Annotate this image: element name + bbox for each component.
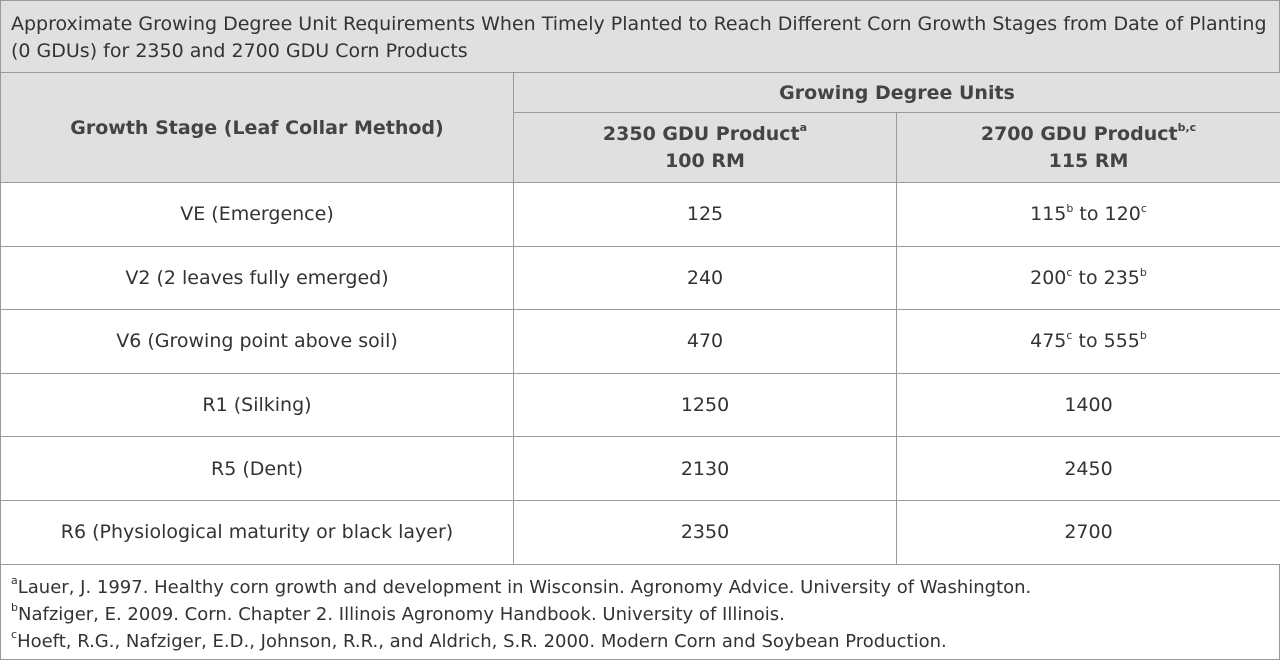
range-high: 555 — [1103, 330, 1140, 353]
range-high: 235 — [1103, 266, 1140, 289]
header-2350-gdu-product — [514, 113, 897, 183]
footnote-mark: b — [1139, 329, 1147, 343]
cell-stage: R5 (Dent) — [1, 437, 514, 501]
cell-gdu-2700: 2450 — [897, 437, 1280, 501]
footnote-mark: a — [11, 574, 18, 587]
header-growth-stage: Growth Stage (Leaf Collar Method) — [1, 73, 514, 183]
table-body — [1, 183, 1280, 565]
range-low: 200 — [1030, 266, 1067, 289]
header-2350-rm: 100 RM — [665, 149, 745, 172]
table-caption: Approximate Growing Degree Unit Requirements When Timely Planted to Reach Different Corn Growth Stages from Date of Planting (0 GDUs) for 2350 and 2700 GDU Corn Products — [0, 0, 1280, 72]
range-sep: to — [1078, 330, 1098, 353]
range-high: 120 — [1104, 203, 1141, 226]
range-sep: to — [1079, 203, 1099, 226]
cell-gdu-2350: 2350 — [514, 500, 897, 564]
footnote-mark: c — [1066, 329, 1073, 343]
gdu-table — [0, 72, 1280, 565]
header-2700-gdu-product — [897, 113, 1280, 183]
range-low: 475 — [1030, 330, 1067, 353]
footnote-text: Hoeft, R.G., Nafziger, E.D., Johnson, R.R., and Aldrich, S.R. 2000. Modern Corn and Soybean Production. — [17, 631, 947, 652]
table-row — [1, 183, 1280, 247]
cell-gdu-2350: 1250 — [514, 373, 897, 437]
range-sep: to — [1078, 266, 1098, 289]
table-row — [1, 310, 1280, 374]
footnote-mark: b,c — [1177, 121, 1197, 135]
footnote-text: Lauer, J. 1997. Healthy corn growth and development in Wisconsin. Agronomy Advice. University of Washington. — [17, 577, 1032, 598]
footnote — [11, 574, 1269, 601]
cell-stage: R6 (Physiological maturity or black layer) — [1, 500, 514, 564]
cell-gdu-2700 — [897, 183, 1280, 247]
footnotes — [0, 564, 1280, 660]
table-row — [1, 246, 1280, 310]
cell-gdu-2350: 240 — [514, 246, 897, 310]
cell-stage: R1 (Silking) — [1, 373, 514, 437]
footnote-mark: c — [11, 628, 18, 641]
footnote — [11, 601, 1269, 628]
footnote — [11, 628, 1269, 655]
cell-gdu-2350: 2130 — [514, 437, 897, 501]
footnote-mark: a — [799, 121, 808, 135]
table-header — [1, 73, 1280, 183]
header-2350-name: 2350 GDU Product — [602, 122, 800, 145]
range-low: 115 — [1030, 203, 1067, 226]
header-growing-degree-units: Growing Degree Units — [514, 73, 1280, 113]
cell-stage: V2 (2 leaves fully emerged) — [1, 246, 514, 310]
header-2700-rm: 115 RM — [1048, 149, 1129, 172]
table-row — [1, 373, 1280, 437]
footnote-mark: b — [11, 601, 18, 614]
footnote-mark: c — [1140, 201, 1147, 215]
cell-gdu-2350: 470 — [514, 310, 897, 374]
footnote-text: Nafziger, E. 2009. Corn. Chapter 2. Illinois Agronomy Handbook. University of Illinois. — [17, 604, 785, 625]
footnote-mark: c — [1066, 265, 1073, 279]
cell-gdu-2700: 1400 — [897, 373, 1280, 437]
footnote-mark: b — [1066, 201, 1074, 215]
cell-stage: VE (Emergence) — [1, 183, 514, 247]
cell-gdu-2700 — [897, 246, 1280, 310]
header-2700-name: 2700 GDU Product — [980, 122, 1178, 145]
cell-stage: V6 (Growing point above soil) — [1, 310, 514, 374]
table-row — [1, 500, 1280, 564]
cell-gdu-2350: 125 — [514, 183, 897, 247]
footnote-mark: b — [1139, 265, 1147, 279]
table-row — [1, 437, 1280, 501]
cell-gdu-2700 — [897, 310, 1280, 374]
cell-gdu-2700: 2700 — [897, 500, 1280, 564]
